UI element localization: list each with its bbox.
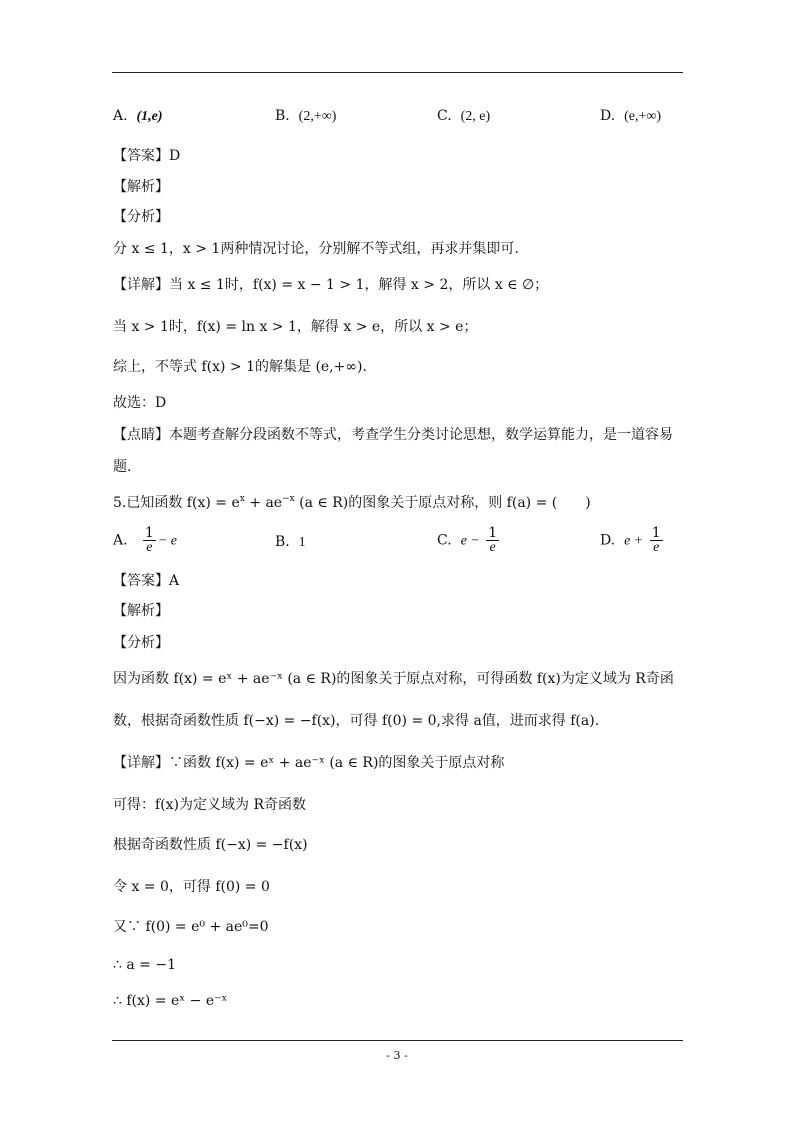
- q5-option-b: B. 1: [275, 534, 306, 550]
- q4-fenxi-heading: 【分析】: [113, 209, 169, 225]
- q4-choice: 故选：D: [113, 395, 167, 411]
- q5-option-a-fraction: $\frac{1}{e}$: [144, 525, 154, 555]
- q5-detail-6: ∴ a = −1: [113, 957, 176, 973]
- q4-comment-2: 题.: [113, 459, 132, 475]
- q4-jiexi-heading: 【解析】: [113, 179, 169, 195]
- q4-option-d: D. (e,+∞): [600, 108, 662, 124]
- q5-option-c-fraction: $\frac{1}{e}$: [488, 525, 498, 555]
- q4-detail-2: 当 x > 1时，f(x) = ln x > 1，解得 x > e，所以 x > e；: [113, 319, 478, 335]
- q5-answer: 【答案】A: [113, 573, 180, 589]
- footer-rule: [112, 1040, 683, 1041]
- q5-jiexi-heading: 【解析】: [113, 603, 169, 619]
- q4-answer: 【答案】D: [113, 148, 181, 164]
- q4-comment-1: 【点睛】本题考查解分段函数不等式，考查学生分类讨论思想，数学运算能力，是一道容易: [113, 427, 673, 443]
- q5-detail-7: ∴ f(x) = eˣ − e⁻ˣ: [113, 993, 228, 1009]
- q5-option-a: A. $\frac{1}{e}$ − e: [113, 525, 178, 555]
- q5-detail-5: 又∵ f(0) = e⁰ + ae⁰=0: [113, 919, 269, 935]
- q5-option-c: C. e − $\frac{1}{e}$: [437, 525, 498, 555]
- q5-detail-1: 【详解】∵函数 f(x) = eˣ + ae⁻ˣ (a ∈ R)的图象关于原点对称: [113, 755, 505, 771]
- q5-option-d: D. e + $\frac{1}{e}$: [600, 525, 661, 555]
- q5-detail-2: 可得：f(x)为定义域为 R奇函数: [113, 797, 306, 813]
- q4-option-a: A. (1,e): [113, 108, 163, 124]
- q5-detail-3: 根据奇函数性质 f(−x) = −f(x): [113, 837, 308, 853]
- q5-analysis-1: 因为函数 f(x) = eˣ + ae⁻ˣ (a ∈ R)的图象关于原点对称，可得函数 f(x)为定义域为 R奇函: [113, 671, 674, 687]
- header-rule: [112, 72, 683, 73]
- q4-detail-1: 【详解】当 x ≤ 1时，f(x) = x − 1 > 1，解得 x > 2，所以 x ∈ ∅；: [113, 277, 549, 293]
- q4-summary: 综上，不等式 f(x) > 1的解集是 (e,+∞).: [113, 359, 367, 375]
- q5-stem: 5.已知函数 $f(x) = e^x + ae^{-x}$ (a ∈ R)的图象关于原点对称，则 f(a) = ( ): [113, 494, 591, 511]
- q5-analysis-2: 数，根据奇函数性质 f(−x) = −f(x)，可得 f(0) = 0,求得 a值，进而求得 f(a).: [113, 713, 600, 729]
- q5-option-d-fraction: $\frac{1}{e}$: [651, 525, 661, 555]
- page-number: - 3 -: [386, 1049, 408, 1062]
- q4-analysis: 分 x ≤ 1，x > 1两种情况讨论，分别解不等式组，再求并集即可.: [113, 241, 519, 257]
- q5-fenxi-heading: 【分析】: [113, 635, 169, 651]
- q4-option-b: B. (2,+∞): [275, 108, 337, 124]
- q4-option-c: C. (2, e): [437, 108, 491, 124]
- q5-detail-4: 令 x = 0，可得 f(0) = 0: [113, 879, 270, 895]
